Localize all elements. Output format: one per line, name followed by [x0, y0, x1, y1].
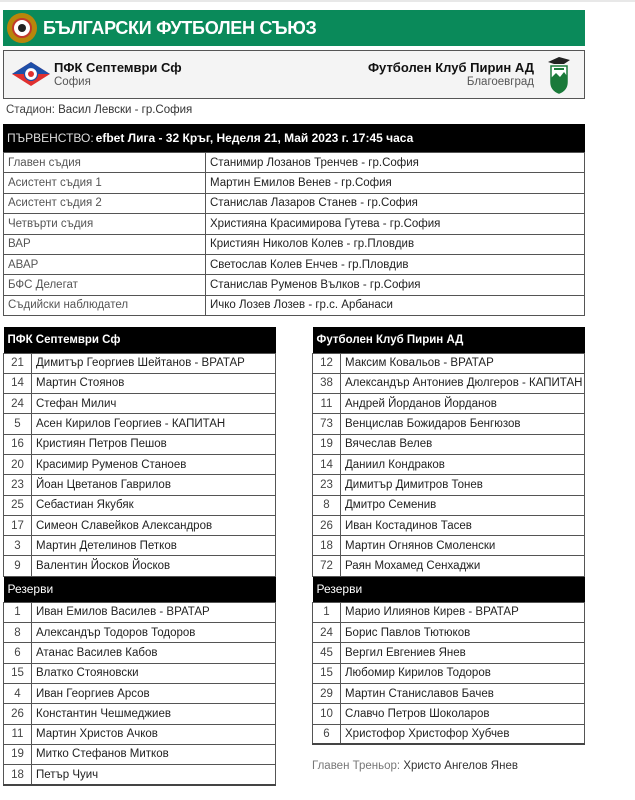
- clubs-box: [3, 50, 585, 99]
- player-name: Асен Кирилов Георгиев - КАПИТАН: [32, 414, 276, 434]
- player-name: Александър Тодоров Тодоров: [32, 623, 276, 643]
- championship-label: ПЪРВЕНСТВО:: [7, 131, 94, 145]
- bfs-title: БЪЛГАРСКИ ФУТБОЛЕН СЪЮЗ: [43, 17, 317, 38]
- player-name: Александър Антониев Дюлгеров - КАПИТАН: [341, 373, 585, 393]
- player-name: Мартин Огнянов Смоленски: [341, 536, 585, 556]
- away-player-row: [313, 623, 585, 643]
- player-number: 17: [4, 515, 32, 535]
- coach-label: Главен Треньор:: [312, 760, 401, 772]
- away-player-row: [313, 536, 585, 556]
- player-name: Венцислав Божидаров Бенгюзов: [341, 414, 585, 434]
- player-name: Христофор Христофор Хубчев: [341, 724, 585, 744]
- home-player-row: [4, 683, 276, 703]
- player-name: Стефан Милич: [32, 394, 276, 414]
- player-name: Борис Павлов Тютюков: [341, 623, 585, 643]
- away-reserves-header: [313, 576, 585, 602]
- home-player-row: [4, 434, 276, 454]
- player-number: 9: [4, 556, 32, 576]
- home-player-row: [4, 495, 276, 515]
- player-name: Мартин Станиславов Бачев: [341, 683, 585, 703]
- player-name: Иван Костадинов Тасев: [341, 515, 585, 535]
- home-player-row: [4, 475, 276, 495]
- coach-name: Христо Ангелов Янев: [403, 760, 518, 772]
- home-player-row: [4, 663, 276, 683]
- player-number: 29: [313, 683, 341, 703]
- player-name: Симеон Славейков Александров: [32, 515, 276, 535]
- stadium-info: [6, 104, 192, 116]
- player-name: Валентин Йосков Йосков: [32, 556, 276, 576]
- player-number: 12: [313, 353, 341, 373]
- official-person: Кристиян Николов Колев - гр.Пловдив: [206, 234, 585, 254]
- player-name: Красимир Руменов Станоев: [32, 454, 276, 474]
- player-number: 24: [313, 623, 341, 643]
- player-number: 19: [313, 434, 341, 454]
- player-number: 26: [4, 704, 32, 724]
- away-player-row: [313, 515, 585, 535]
- top-divider: [0, 0, 635, 2]
- away-lineup-header-text: Футболен Клуб Пирин АД: [313, 327, 585, 353]
- player-number: 14: [4, 373, 32, 393]
- player-name: Мартин Стоянов: [32, 373, 276, 393]
- player-name: Раян Мохамед Сенхаджи: [341, 556, 585, 576]
- player-name: Мартин Христов Ачков: [32, 724, 276, 744]
- official-role: ВАР: [4, 234, 206, 254]
- player-number: 18: [4, 765, 32, 785]
- away-player-row: [313, 724, 585, 744]
- away-player-row: [313, 556, 585, 576]
- official-person: Станимир Лозанов Тренчев - гр.София: [206, 153, 585, 173]
- official-person: Станислав Лазаров Станев - гр.София: [206, 193, 585, 213]
- home-player-row: [4, 765, 276, 785]
- player-name: Иван Емилов Василев - ВРАТАР: [32, 602, 276, 622]
- official-row: [4, 295, 585, 315]
- away-player-row: [313, 683, 585, 703]
- official-role: Асистент съдия 1: [4, 173, 206, 193]
- home-player-row: [4, 414, 276, 434]
- official-row: [4, 234, 585, 254]
- player-name: Димитър Георгиев Шейтанов - ВРАТАР: [32, 353, 276, 373]
- away-player-row: [313, 394, 585, 414]
- home-lineup-header: [4, 327, 276, 353]
- away-reserves-header-text: Резерви: [313, 576, 585, 602]
- away-player-row: [313, 414, 585, 434]
- home-player-row: [4, 353, 276, 373]
- away-club-city: Благоевград: [466, 76, 534, 88]
- player-number: 1: [313, 602, 341, 622]
- official-person: Светослав Колев Енчев - гр.Пловдив: [206, 254, 585, 274]
- official-role: АВАР: [4, 254, 206, 274]
- home-reserves-header: [4, 576, 276, 602]
- player-number: 23: [313, 475, 341, 495]
- player-name: Атанас Василев Кабов: [32, 643, 276, 663]
- official-row: [4, 275, 585, 295]
- away-coach: [312, 760, 518, 772]
- player-number: 11: [313, 394, 341, 414]
- player-name: Кристиян Петров Пешов: [32, 434, 276, 454]
- away-club-name[interactable]: Футболен Клуб Пирин АД: [367, 60, 534, 75]
- player-name: Вергил Евгениев Янев: [341, 643, 585, 663]
- player-name: Вячеслав Велев: [341, 434, 585, 454]
- home-player-row: [4, 704, 276, 724]
- home-lineup-table: [3, 327, 276, 786]
- home-player-row: [4, 454, 276, 474]
- away-lineup-table: [312, 327, 585, 745]
- away-player-row: [313, 454, 585, 474]
- bfs-logo-icon: [7, 13, 37, 43]
- stadium-value: Васил Левски - гр.София: [58, 104, 193, 116]
- official-person: Станислав Руменов Вълков - гр.София: [206, 275, 585, 295]
- player-name: Марио Илиянов Кирев - ВРАТАР: [341, 602, 585, 622]
- player-number: 6: [4, 643, 32, 663]
- home-club-city: София: [54, 76, 91, 88]
- player-number: 3: [4, 536, 32, 556]
- official-person: Християна Красимирова Гутева - гр.София: [206, 214, 585, 234]
- player-name: Себастиан Якубяк: [32, 495, 276, 515]
- player-number: 14: [313, 454, 341, 474]
- home-club-name[interactable]: ПФК Септември Сф: [54, 60, 182, 75]
- away-club-logo-icon: [546, 56, 572, 94]
- official-row: [4, 214, 585, 234]
- home-player-row: [4, 556, 276, 576]
- away-player-row: [313, 495, 585, 515]
- official-person: Ичко Лозев Лозев - гр.с. Арбанаси: [206, 295, 585, 315]
- player-number: 1: [4, 602, 32, 622]
- player-name: Максим Ковальов - ВРАТАР: [341, 353, 585, 373]
- official-role: Съдийски наблюдател: [4, 295, 206, 315]
- official-person: Мартин Емилов Венев - гр.София: [206, 173, 585, 193]
- player-name: Влатко Стояновски: [32, 663, 276, 683]
- player-number: 6: [313, 724, 341, 744]
- player-number: 38: [313, 373, 341, 393]
- player-number: 15: [313, 663, 341, 683]
- official-role: Асистент съдия 2: [4, 193, 206, 213]
- official-row: [4, 173, 585, 193]
- home-player-row: [4, 643, 276, 663]
- away-player-row: [313, 353, 585, 373]
- player-name: Константин Чешмеджиев: [32, 704, 276, 724]
- home-club-logo-icon: [12, 61, 50, 87]
- officials-table: [3, 152, 585, 316]
- championship-value: efbet Лига - 32 Кръг, Неделя 21, Май 2023 г. 17:45 часа: [95, 131, 414, 145]
- home-lineup-header-text: ПФК Септември Сф: [4, 327, 276, 353]
- player-name: Петър Чуич: [32, 765, 276, 785]
- player-number: 15: [4, 663, 32, 683]
- home-player-row: [4, 602, 276, 622]
- championship-bar: [3, 124, 585, 152]
- player-name: Дмитро Семенив: [341, 495, 585, 515]
- stadium-label: Стадион:: [6, 104, 55, 116]
- player-number: 45: [313, 643, 341, 663]
- home-player-row: [4, 373, 276, 393]
- official-row: [4, 193, 585, 213]
- official-role: Главен съдия: [4, 153, 206, 173]
- player-name: Андрей Йорданов Йорданов: [341, 394, 585, 414]
- player-number: 4: [4, 683, 32, 703]
- official-role: БФС Делегат: [4, 275, 206, 295]
- official-row: [4, 254, 585, 274]
- player-number: 21: [4, 353, 32, 373]
- official-role: Четвърти съдия: [4, 214, 206, 234]
- player-name: Мартин Детелинов Петков: [32, 536, 276, 556]
- player-number: 18: [313, 536, 341, 556]
- player-name: Митко Стефанов Митков: [32, 744, 276, 764]
- player-number: 24: [4, 394, 32, 414]
- away-player-row: [313, 475, 585, 495]
- player-name: Любомир Кирилов Тодоров: [341, 663, 585, 683]
- player-number: 5: [4, 414, 32, 434]
- away-player-row: [313, 663, 585, 683]
- away-player-row: [313, 704, 585, 724]
- player-number: 23: [4, 475, 32, 495]
- player-number: 25: [4, 495, 32, 515]
- home-player-row: [4, 515, 276, 535]
- home-player-row: [4, 394, 276, 414]
- home-player-row: [4, 724, 276, 744]
- player-number: 73: [313, 414, 341, 434]
- official-row: [4, 153, 585, 173]
- player-name: Славчо Петров Шоколаров: [341, 704, 585, 724]
- player-name: Йоан Цветанов Гаврилов: [32, 475, 276, 495]
- player-name: Иван Георгиев Арсов: [32, 683, 276, 703]
- home-player-row: [4, 623, 276, 643]
- home-player-row: [4, 744, 276, 764]
- player-name: Даниил Кондраков: [341, 454, 585, 474]
- player-number: 72: [313, 556, 341, 576]
- bfs-header: [3, 10, 585, 46]
- player-number: 16: [4, 434, 32, 454]
- player-number: 20: [4, 454, 32, 474]
- player-number: 8: [313, 495, 341, 515]
- player-number: 11: [4, 724, 32, 744]
- away-player-row: [313, 373, 585, 393]
- player-number: 19: [4, 744, 32, 764]
- player-name: Димитър Димитров Тонев: [341, 475, 585, 495]
- away-player-row: [313, 643, 585, 663]
- player-number: 10: [313, 704, 341, 724]
- away-lineup-header: [313, 327, 585, 353]
- away-player-row: [313, 602, 585, 622]
- away-player-row: [313, 434, 585, 454]
- player-number: 8: [4, 623, 32, 643]
- player-number: 26: [313, 515, 341, 535]
- home-player-row: [4, 536, 276, 556]
- home-reserves-header-text: Резерви: [4, 576, 276, 602]
